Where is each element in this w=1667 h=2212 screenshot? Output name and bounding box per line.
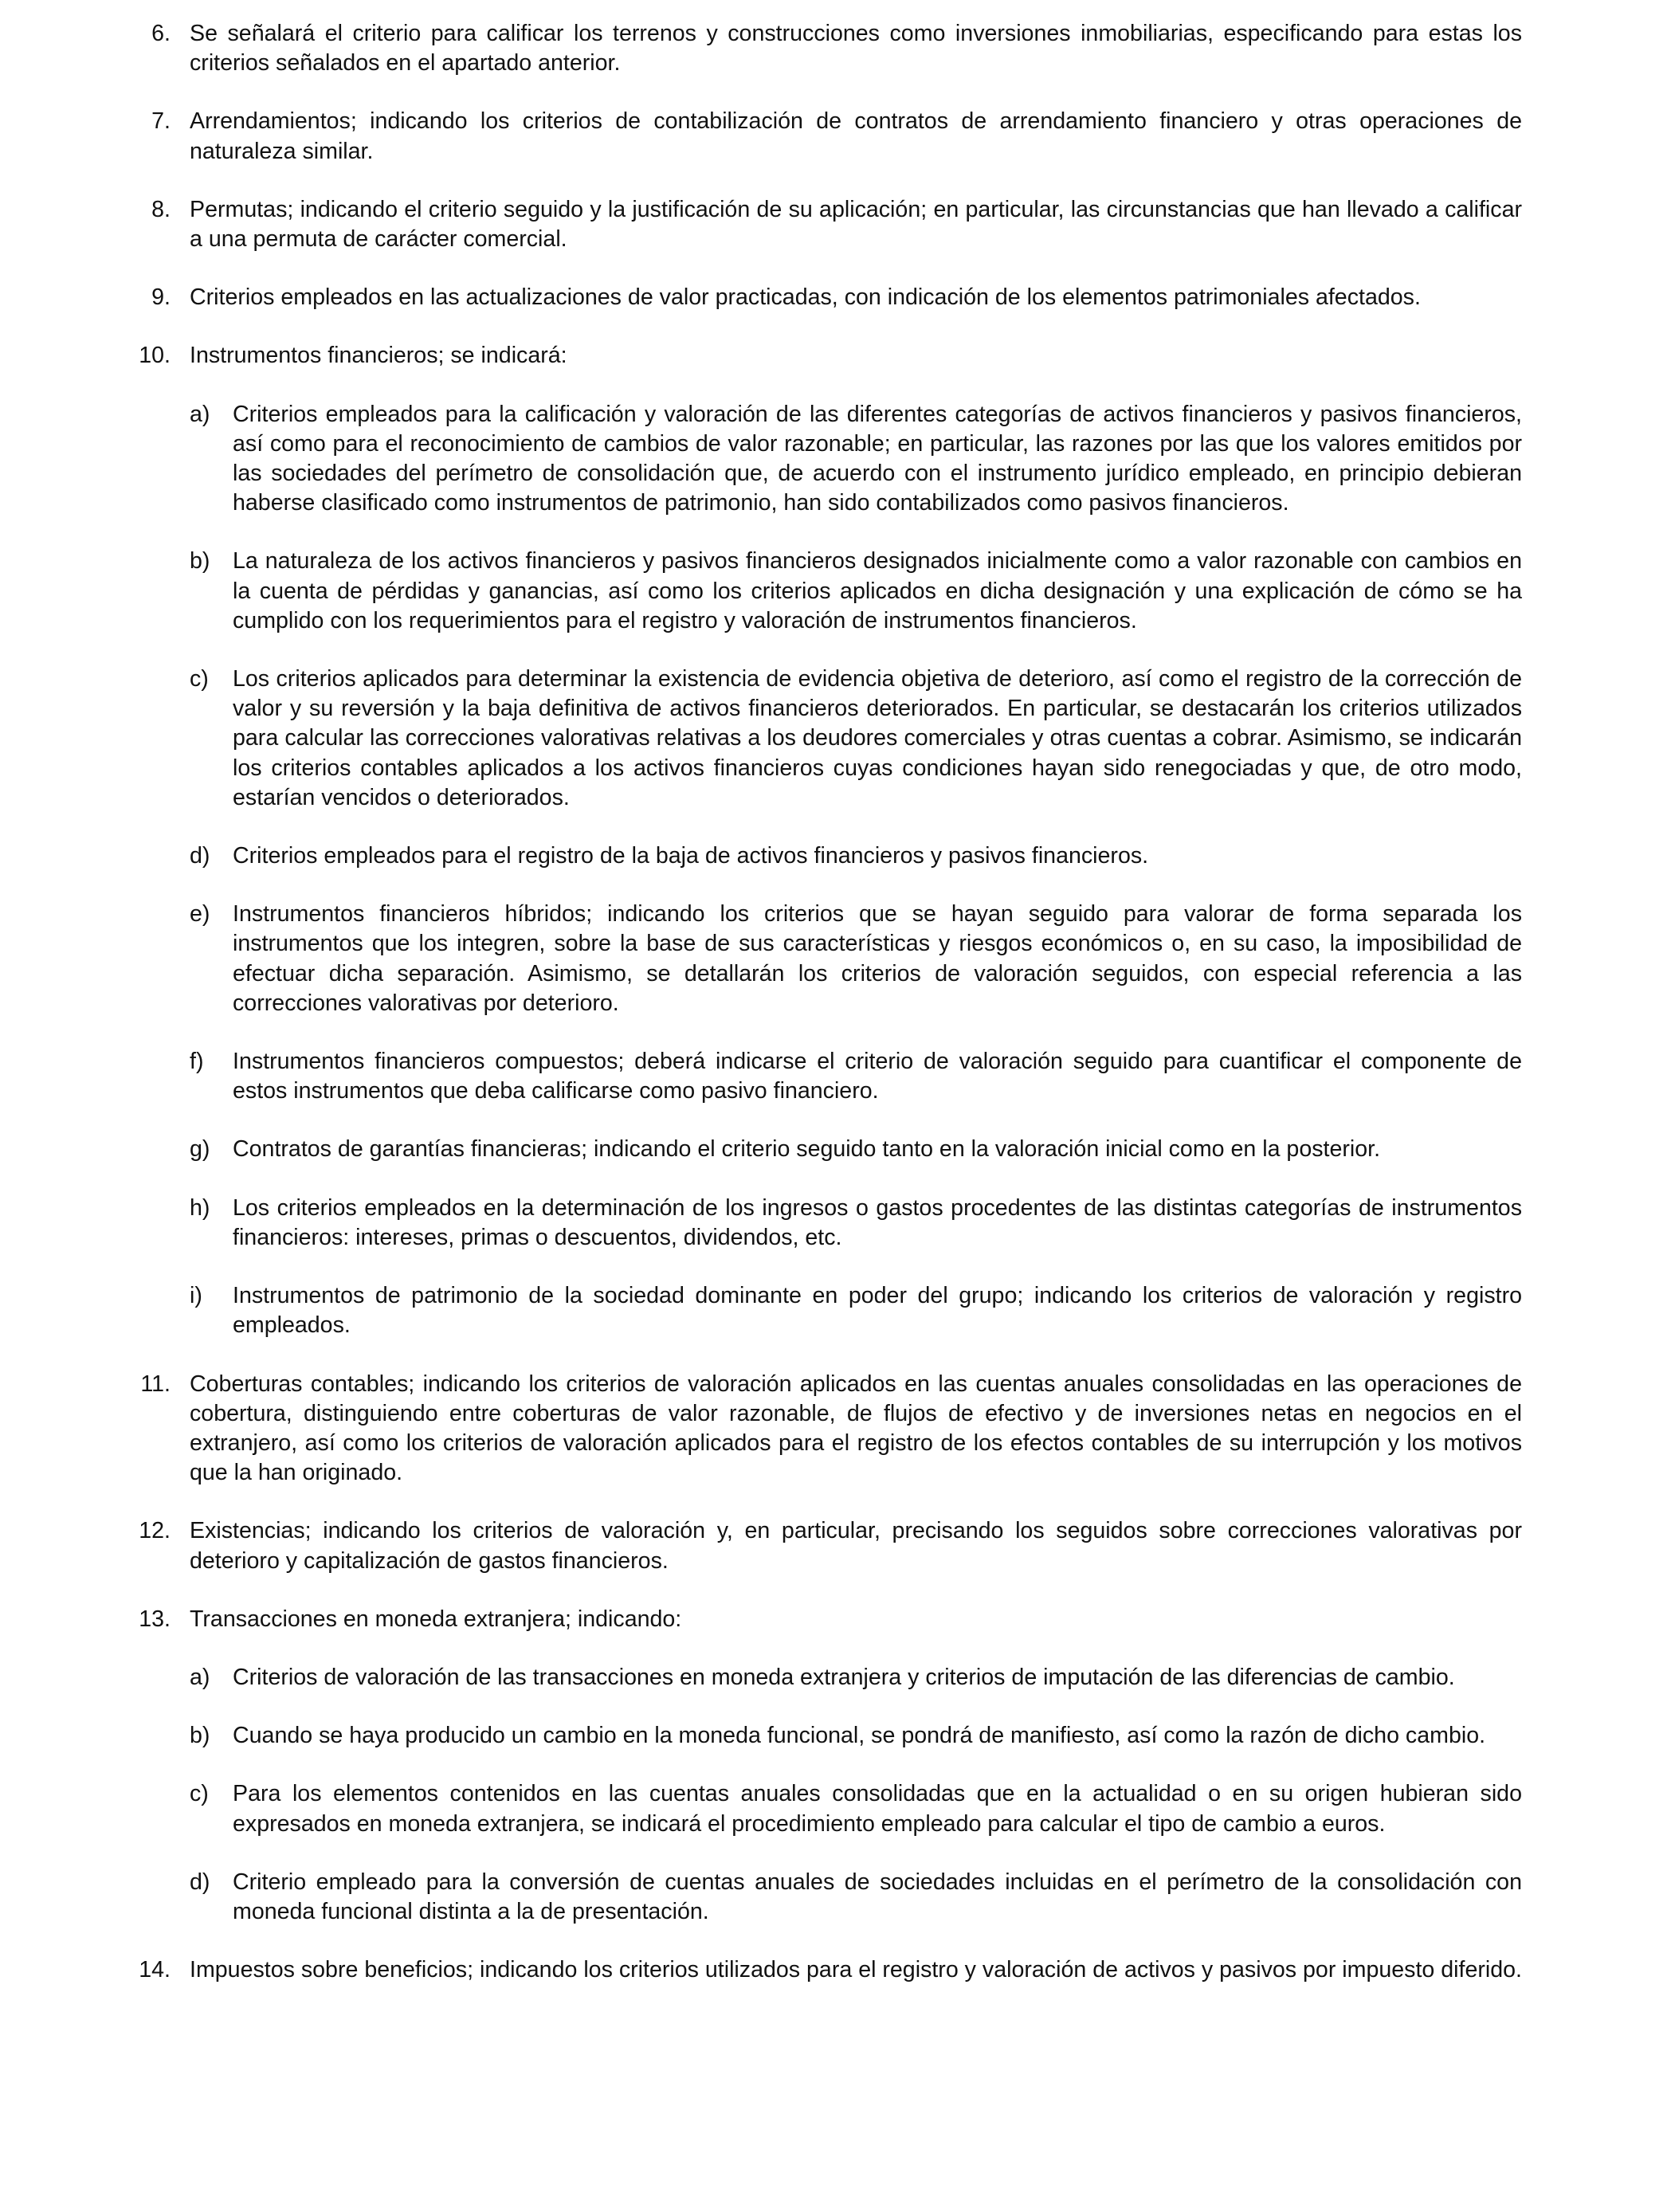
sub-text: Cuando se haya producido un cambio en la moneda funcional, se pondrá de manifiesto, así como la razón de dicho cambio.: [233, 1723, 1486, 1749]
item-number: 12.: [139, 1518, 171, 1544]
sub-text: Los criterios aplicados para determinar la existencia de evidencia objetiva de deterioro, así como el registro de la corrección de valor y su reversión y la baja definitiva de activos financieros deteriorados. En particular, se destacarán los criterios utilizados para calcular las correcciones valorativas relativas a los deudores comerciales y otras cuentas a cobrar. Asimismo, se indicarán los criterios contables aplicados a los activos financieros cuyas condiciones hayan sido renegociadas y que, de otro modo, estarían vencidos o deteriorados.: [233, 666, 1522, 810]
sub-text: Criterios de valoración de las transacciones en moneda extranjera y criterios de imputación de las diferencias de cambio.: [233, 1664, 1455, 1690]
sub-text: Instrumentos financieros compuestos; deberá indicarse el criterio de valoración seguido para cuantificar el componente de estos instrumentos que deba calificarse como pasivo financiero.: [233, 1049, 1522, 1104]
item-number: 14.: [139, 1957, 171, 1983]
sub-letter: e): [190, 901, 210, 928]
sublist-item-b: [190, 547, 1522, 636]
item-text: Instrumentos financieros; se indicará:: [190, 343, 567, 369]
sublist-item-c: [190, 1779, 1522, 1838]
item-text: Criterios empleados en las actualizaciones de valor practicadas, con indicación de los elementos patrimoniales afectados.: [190, 284, 1421, 311]
sublist-financial-instruments: [190, 400, 1522, 1341]
sub-letter: d): [190, 1869, 210, 1895]
item-number: 8.: [151, 196, 171, 222]
sub-text: Instrumentos de patrimonio de la sociedad dominante en poder del grupo; indicando los criterios de valoración y registro empleados.: [233, 1283, 1522, 1339]
sub-letter: a): [190, 401, 210, 427]
sub-letter: b): [190, 1723, 210, 1749]
sub-text: Para los elementos contenidos en las cuentas anuales consolidadas que en la actualidad o en su origen hubieran sido expresados en moneda extranjera, se indicará el procedimiento empleado para calcular el tipo de cambio a euros.: [233, 1781, 1522, 1837]
item-text: Arrendamientos; indicando los criterios de contabilización de contratos de arrendamiento financiero y otras operaciones de naturaleza similar.: [190, 108, 1522, 164]
sub-letter: a): [190, 1664, 210, 1690]
sub-letter: b): [190, 548, 210, 575]
item-text: Permutas; indicando el criterio seguido y la justificación de su aplicación; en particular, las circunstancias que han llevado a calificar a una permuta de carácter comercial.: [190, 196, 1522, 253]
item-number: 6.: [151, 21, 171, 46]
item-text: Coberturas contables; indicando los criterios de valoración aplicados en las cuentas anuales consolidadas en las operaciones de cobertura, distinguiendo entre coberturas de valor razonable, de flujos de efectivo y de inversiones netas en negocios en el extranjero, así como los criterios de valoración aplicados para el registro de los efectos contables de su interrupción y los motivos que la han originado.: [190, 1371, 1522, 1486]
sub-text: Los criterios empleados en la determinación de los ingresos o gastos procedentes de las distintas categorías de instrumentos financieros: intereses, primas o descuentos, dividendos, etc.: [233, 1194, 1522, 1250]
sublist-item-f: [190, 1047, 1522, 1106]
sublist-foreign-currency: [190, 1663, 1522, 1927]
sub-text: Criterio empleado para la conversión de cuentas anuales de sociedades incluidas en el perímetro de la consolidación con moneda funcional distinta a la de presentación.: [233, 1869, 1522, 1924]
item-number: 13.: [139, 1606, 171, 1632]
sublist-item-h: [190, 1194, 1522, 1253]
item-number: 11.: [140, 1371, 171, 1397]
sub-letter: d): [190, 843, 210, 869]
sub-letter: f): [190, 1049, 204, 1075]
sub-text: La naturaleza de los activos financieros y pasivos financieros designados inicialmente como a valor razonable con cambios en la cuenta de pérdidas y ganancias, así como los criterios aplicados en dicha designación y una explicación de cómo se ha cumplido con los requerimientos para el registro y valoración de instrumentos financieros.: [233, 548, 1522, 633]
list-item-8: [151, 195, 1522, 254]
sub-letter: h): [190, 1194, 210, 1221]
sublist-item-b: [190, 1721, 1522, 1751]
item-number: 10.: [139, 343, 171, 369]
sublist-item-i: [190, 1281, 1522, 1340]
list-item-13: [139, 1605, 1522, 1927]
list-item-6: [151, 19, 1522, 78]
sub-letter: c): [190, 1781, 209, 1807]
sub-letter: i): [190, 1283, 202, 1309]
list-item-7: [151, 107, 1522, 166]
sublist-item-e: [190, 900, 1522, 1018]
sublist-item-c: [190, 665, 1522, 813]
list-item-12: [139, 1516, 1522, 1575]
list-item-14: [139, 1955, 1522, 1985]
item-number: 9.: [151, 284, 171, 311]
sublist-item-g: [190, 1135, 1522, 1164]
item-number: 7.: [151, 108, 171, 135]
list-item-11: [140, 1370, 1522, 1488]
sub-text: Instrumentos financieros híbridos; indicando los criterios que se hayan seguido para valorar de forma separada los instrumentos que los integren, sobre la base de sus características y riesgos económicos o, en su caso, la imposibilidad de efectuar dicha separación. Asimismo, se detallarán los criterios de valoración seguidos, con especial referencia a las correcciones valorativas por deterioro.: [233, 901, 1522, 1016]
sub-letter: g): [190, 1136, 210, 1163]
criteria-list: [0, 19, 1667, 1985]
sub-letter: c): [190, 666, 209, 692]
item-text: Transacciones en moneda extranjera; indicando:: [190, 1606, 682, 1632]
sub-text: Criterios empleados para el registro de la baja de activos financieros y pasivos financieros.: [233, 843, 1149, 869]
sub-text: Contratos de garantías financieras; indicando el criterio seguido tanto en la valoración inicial como en la posterior.: [233, 1136, 1381, 1163]
item-text: Existencias; indicando los criterios de valoración y, en particular, precisando los seguidos sobre correcciones valorativas por deterioro y capitalización de gastos financieros.: [190, 1518, 1522, 1574]
list-item-9: [151, 283, 1522, 312]
sublist-item-d: [190, 841, 1522, 871]
item-text: Se señalará el criterio para calificar los terrenos y construcciones como inversiones inmobiliarias, especificando para estas los criterios señalados en el apartado anterior.: [190, 21, 1522, 76]
list-item-10: [139, 341, 1522, 1340]
sublist-item-a: [190, 400, 1522, 519]
item-text: Impuestos sobre beneficios; indicando los criterios utilizados para el registro y valoración de activos y pasivos por impuesto diferido.: [190, 1957, 1522, 1983]
sublist-item-d: [190, 1868, 1522, 1927]
sublist-item-a: [190, 1663, 1522, 1692]
sub-text: Criterios empleados para la calificación y valoración de las diferentes categorías de activos financieros y pasivos financieros, así como para el reconocimiento de cambios de valor razonable; en particular, las razones por las que los valores emitidos por las sociedades del perímetro de consolidación que, de acuerdo con el instrumento jurídico empleado, en principio debieran haberse clasificado como instrumentos de patrimonio, han sido contabilizados como pasivos financieros.: [233, 401, 1522, 516]
